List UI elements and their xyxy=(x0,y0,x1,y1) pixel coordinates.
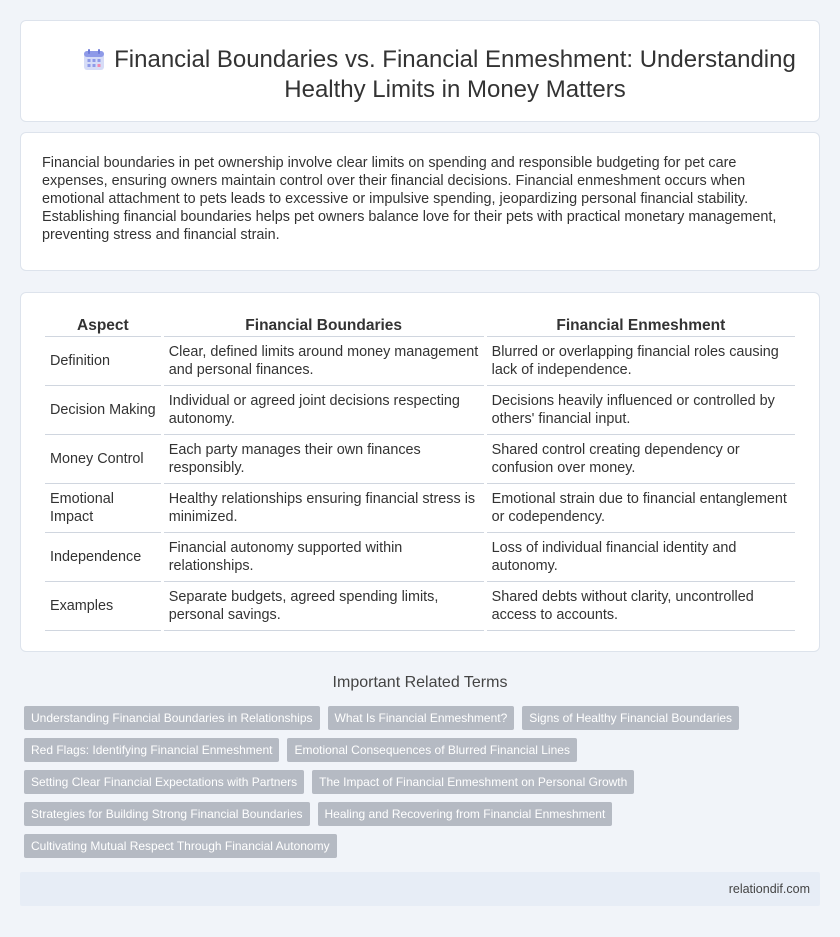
related-term-link[interactable]: Healing and Recovering from Financial Enmeshment xyxy=(318,802,613,826)
tag-row xyxy=(24,706,784,730)
table-header-row xyxy=(45,316,795,337)
footer xyxy=(20,872,820,906)
boundaries-cell: Healthy relationships ensuring financial stress is minimized. xyxy=(164,484,484,533)
aspect-cell: Emotional Impact xyxy=(45,484,161,533)
boundaries-cell: Clear, defined limits around money management and personal finances. xyxy=(164,337,484,386)
enmeshment-cell: Shared control creating dependency or confusion over money. xyxy=(487,435,795,484)
aspect-cell: Independence xyxy=(45,533,161,582)
page-title: Financial Boundaries vs. Financial Enmeshment: Understanding Healthy Limits in Money Matters xyxy=(114,46,796,103)
related-term-link[interactable]: Setting Clear Financial Expectations with Partners xyxy=(24,770,304,794)
tag-row xyxy=(24,802,784,826)
boundaries-cell: Each party manages their own finances responsibly. xyxy=(164,435,484,484)
related-term-link[interactable]: Emotional Consequences of Blurred Financial Lines xyxy=(287,738,577,762)
table-row xyxy=(45,484,795,533)
calendar-grid-icon xyxy=(82,48,106,72)
table-row xyxy=(45,386,795,435)
intro-card xyxy=(20,132,820,271)
enmeshment-cell: Shared debts without clarity, uncontrolled access to accounts. xyxy=(487,582,795,631)
enmeshment-cell: Decisions heavily influenced or controlled by others' financial input. xyxy=(487,386,795,435)
comparison-table xyxy=(42,316,798,631)
header-aspect: Aspect xyxy=(45,316,161,337)
related-term-link[interactable]: The Impact of Financial Enmeshment on Personal Growth xyxy=(312,770,634,794)
header-financial-boundaries: Financial Boundaries xyxy=(164,316,484,337)
related-term-link[interactable]: What Is Financial Enmeshment? xyxy=(328,706,515,730)
aspect-cell: Decision Making xyxy=(45,386,161,435)
enmeshment-cell: Emotional strain due to financial entanglement or codependency. xyxy=(487,484,795,533)
table-row xyxy=(45,582,795,631)
header-financial-enmeshment: Financial Enmeshment xyxy=(487,316,795,337)
aspect-cell: Examples xyxy=(45,582,161,631)
aspect-cell: Money Control xyxy=(45,435,161,484)
boundaries-cell: Separate budgets, agreed spending limits, personal savings. xyxy=(164,582,484,631)
related-term-link[interactable]: Red Flags: Identifying Financial Enmeshment xyxy=(24,738,279,762)
tag-row xyxy=(24,770,784,794)
related-term-link[interactable]: Signs of Healthy Financial Boundaries xyxy=(522,706,739,730)
footer-site-link[interactable]: relationdif.com xyxy=(728,882,810,896)
comparison-card xyxy=(20,292,820,652)
related-term-link[interactable]: Cultivating Mutual Respect Through Financial Autonomy xyxy=(24,834,337,858)
table-row xyxy=(45,337,795,386)
related-terms-heading: Important Related Terms xyxy=(332,674,508,691)
tag-row xyxy=(24,834,784,858)
enmeshment-cell: Blurred or overlapping financial roles causing lack of independence. xyxy=(487,337,795,386)
related-term-link[interactable]: Strategies for Building Strong Financial Boundaries xyxy=(24,802,310,826)
enmeshment-cell: Loss of individual financial identity and autonomy. xyxy=(487,533,795,582)
boundaries-cell: Individual or agreed joint decisions respecting autonomy. xyxy=(164,386,484,435)
intro-paragraph: Financial boundaries in pet ownership involve clear limits on spending and responsible budgeting for pet care expenses, ensuring owners maintain control over their financial decisions. Financial enmeshment occurs when emotional attachment to pets leads to excessive or impulsive spending, jeopardizing personal financial stability. Establishing financial boundaries helps pet owners balance love for their pets with practical monetary management, preventing stress and financial strain. xyxy=(42,155,777,243)
table-row xyxy=(45,435,795,484)
table-row xyxy=(45,533,795,582)
related-terms-list xyxy=(24,706,784,866)
related-term-link[interactable]: Understanding Financial Boundaries in Relationships xyxy=(24,706,320,730)
tag-row xyxy=(24,738,784,762)
title-card xyxy=(20,20,820,122)
aspect-cell: Definition xyxy=(45,337,161,386)
boundaries-cell: Financial autonomy supported within relationships. xyxy=(164,533,484,582)
